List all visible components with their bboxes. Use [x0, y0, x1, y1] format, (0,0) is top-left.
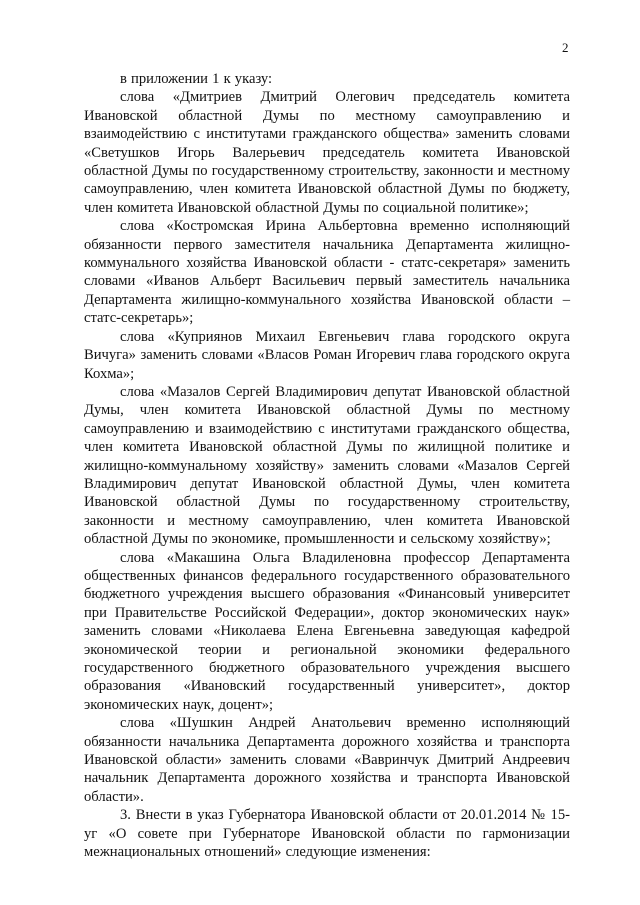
paragraph-shushkin: слова «Шушкин Андрей Анатольевич временно исполняющий обязанности начальника Департамента дорожного хозяйства и транспорта Ивановской области» заменить словами «Вавринчук Дмитрий Андреевич начальник Департамента дорожного хозяйства и транспорта Ивановской области». [84, 715, 570, 805]
page-number: 2 [562, 40, 569, 55]
paragraph-makashina: слова «Макашина Ольга Владиленовна профессор Департамента общественных финансов федерального государственного образовательного бюджетного учреждения высшего образования «Финансовый университет при Правительстве Российской Федерации», доктор экономических наук» заменить словами «Николаева Елена Евгеньевна заведующая кафедрой экономической теории и региональной экономики федерального государственного бюджетного образовательного учреждения высшего образования «Ивановский государственный университет», доктор экономических наук, доцент»; [84, 549, 570, 713]
paragraph-mazalov: слова «Мазалов Сергей Владимирович депутат Ивановской областной Думы, член комитета Ивановской областной Думы по местному самоуправлению и взаимодействию с институтами гражданского общества, член комитета Ивановской областной Думы по жилищной политике и жилищно-коммунальному хозяйству» заменить словами «Мазалов Сергей Владимирович депутат Ивановской областной Думы, член комитета Ивановской областной Думы по государственному строительству, законности и местному самоуправлению, член комитета Ивановской областной Думы по экономике, промышленности и сельскому хозяйству»; [84, 383, 570, 548]
paragraph-intro: в приложении 1 к указу: [120, 71, 273, 87]
paragraph-kupriyanov: слова «Куприянов Михаил Евгеньевич глава городского округа Вичуга» заменить словами «Власов Роман Игоревич глава городского округа Кохма»; [84, 328, 570, 382]
paragraph-item-3: 3. Внести в указ Губернатора Ивановской области от 20.01.2014 № 15-уг «О совете при Губернаторе Ивановской области по гармонизации межнациональных отношений» следующие изменения: [84, 807, 570, 861]
paragraph-dmitriev: слова «Дмитриев Дмитрий Олегович председатель комитета Ивановской областной Думы по местному самоуправлению и взаимодействию с институтами гражданского общества» заменить словами «Светушков Игорь Валерьевич председатель комитета Ивановской областной Думы по государственному строительству, законности и местному самоуправлению, член комитета Ивановской областной Думы по бюджету, член комитета Ивановской областной Думы по социальной политике»; [84, 89, 570, 216]
document-body [84, 70, 570, 861]
paragraph-kostromskaya: слова «Костромская Ирина Альбертовна временно исполняющий обязанности первого заместителя начальника Департамента жилищно-коммунального хозяйства Ивановской области - статс-секретаря» заменить словами «Иванов Альберт Васильевич первый заместитель начальника Департамента жилищно-коммунального хозяйства Ивановской области – статс-секретарь»; [84, 218, 570, 327]
